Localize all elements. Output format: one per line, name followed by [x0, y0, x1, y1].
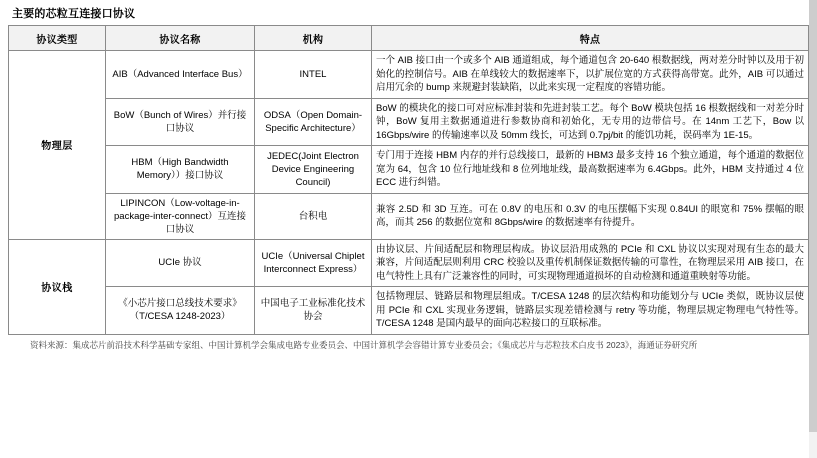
row-name: LIPINCON（Low-voltage-in-package-inter-connect）互连接口协议	[106, 193, 255, 239]
table-row	[9, 287, 809, 335]
table-row	[9, 193, 809, 239]
table-body	[9, 51, 809, 335]
vertical-scrollbar[interactable]	[809, 0, 817, 458]
row-name: HBM（High Bandwidth Memory））接口协议	[106, 146, 255, 194]
column-header-org: 机构	[255, 26, 372, 51]
row-name: AIB（Advanced Interface Bus）	[106, 51, 255, 99]
row-feature: 兼容 2.5D 和 3D 互连。可在 0.8V 的电压和 0.3V 的电压摆幅下实现 0.84UI 的眼宽和 75% 摆幅的眼高，而其 256 的数据位宽和 8Gbps/wire 的数据速率有待提升。	[372, 193, 809, 239]
row-category-physical-layer: 物理层	[9, 51, 106, 240]
row-category-protocol-stack: 协议栈	[9, 239, 106, 334]
row-org: INTEL	[255, 51, 372, 99]
row-feature: BoW 的模块化的接口可对应标准封装和先进封装工艺。每个 BoW 模块包括 16 根数据线和一对差分时钟，BoW 复用主数据通道进行参数协商和初始化，无专用的边带信号。在 14nm 工艺下，Bow 以 16Gbps/wire 的传输速率以及 50mm 线长，可达到 0.7pj/bit 的能饥功耗，误码率为 1E-15。	[372, 98, 809, 146]
table-header-row	[9, 26, 809, 51]
table-row	[9, 51, 809, 99]
source-note: 资料来源：集成芯片前沿技术科学基础专家组、中国计算机学会集成电路专业委员会、中国计算机学会容错计算专业委员会；《集成芯片与芯粒技术白皮书 2023》，海通证券研究所	[30, 339, 698, 350]
protocol-table	[8, 25, 809, 335]
scrollbar-thumb[interactable]	[809, 0, 817, 432]
row-org: JEDEC(Joint Electron Device Engineering Council)	[255, 146, 372, 194]
row-name: 《小芯片接口总线技术要求》（T/CESA 1248-2023）	[106, 287, 255, 335]
row-feature: 由协议层、片间适配层和物理层构成。协议层沿用成熟的 PCIe 和 CXL 协议以实现对现有生态的最大兼容，片间适配层则利用 CRC 校验以及重传机制保证数据传输的可靠性，在物理层采用 AIB 接口，在电气特性上具有广泛兼容性的同时，可实现物理通道损坏的自动检测和通道重映射等功能。	[372, 239, 809, 287]
row-feature: 一个 AIB 接口由一个或多个 AIB 通道组成，每个通道包含 20-640 根数据线，两对差分时钟以及用于初始化的控制信号。AIB 在单线较大的数据速率下，以扩展位宽的方式获得高带宽。此外，AIB 可以通过启用冗余的 bump 来规避封装缺陷，以此来实现一定程度的容错功能。	[372, 51, 809, 99]
column-header-name: 协议名称	[106, 26, 255, 51]
row-name: UCIe 协议	[106, 239, 255, 287]
row-org: 中国电子工业标准化技术协会	[255, 287, 372, 335]
column-header-type: 协议类型	[9, 26, 106, 51]
row-feature: 专门用于连接 HBM 内存的并行总线接口，最新的 HBM3 最多支持 16 个独立通道，每个通道的数据位宽为 64，包含 10 位行地址线和 8 位列地址线，最高数据速率为 6.4Gbps。此外，HBM 支持通过 4 位 ECC 进行纠错。	[372, 146, 809, 194]
row-org: UCIe（Universal Chiplet Interconnect Express）	[255, 239, 372, 287]
row-org: ODSA（Open Domain-Specific Architecture）	[255, 98, 372, 146]
table-row	[9, 98, 809, 146]
page-title: 主要的芯粒互连接口协议	[12, 8, 136, 20]
table-row	[9, 239, 809, 287]
table-row	[9, 146, 809, 194]
row-feature: 包括物理层、链路层和物理层组成。T/CESA 1248 的层次结构和功能划分与 UCIe 类似，既协议层使用 PCIe 和 CXL 实现业务逻辑，链路层实现差错检测与 retry 等功能，物理层规定物理电气特性等。T/CESA 1248 是国内最早的面向芯粒接口的互联标准。	[372, 287, 809, 335]
table-header	[9, 26, 809, 51]
row-name: BoW（Bunch of Wires）并行接口协议	[106, 98, 255, 146]
row-org: 台积电	[255, 193, 372, 239]
column-header-feature: 特点	[372, 26, 809, 51]
